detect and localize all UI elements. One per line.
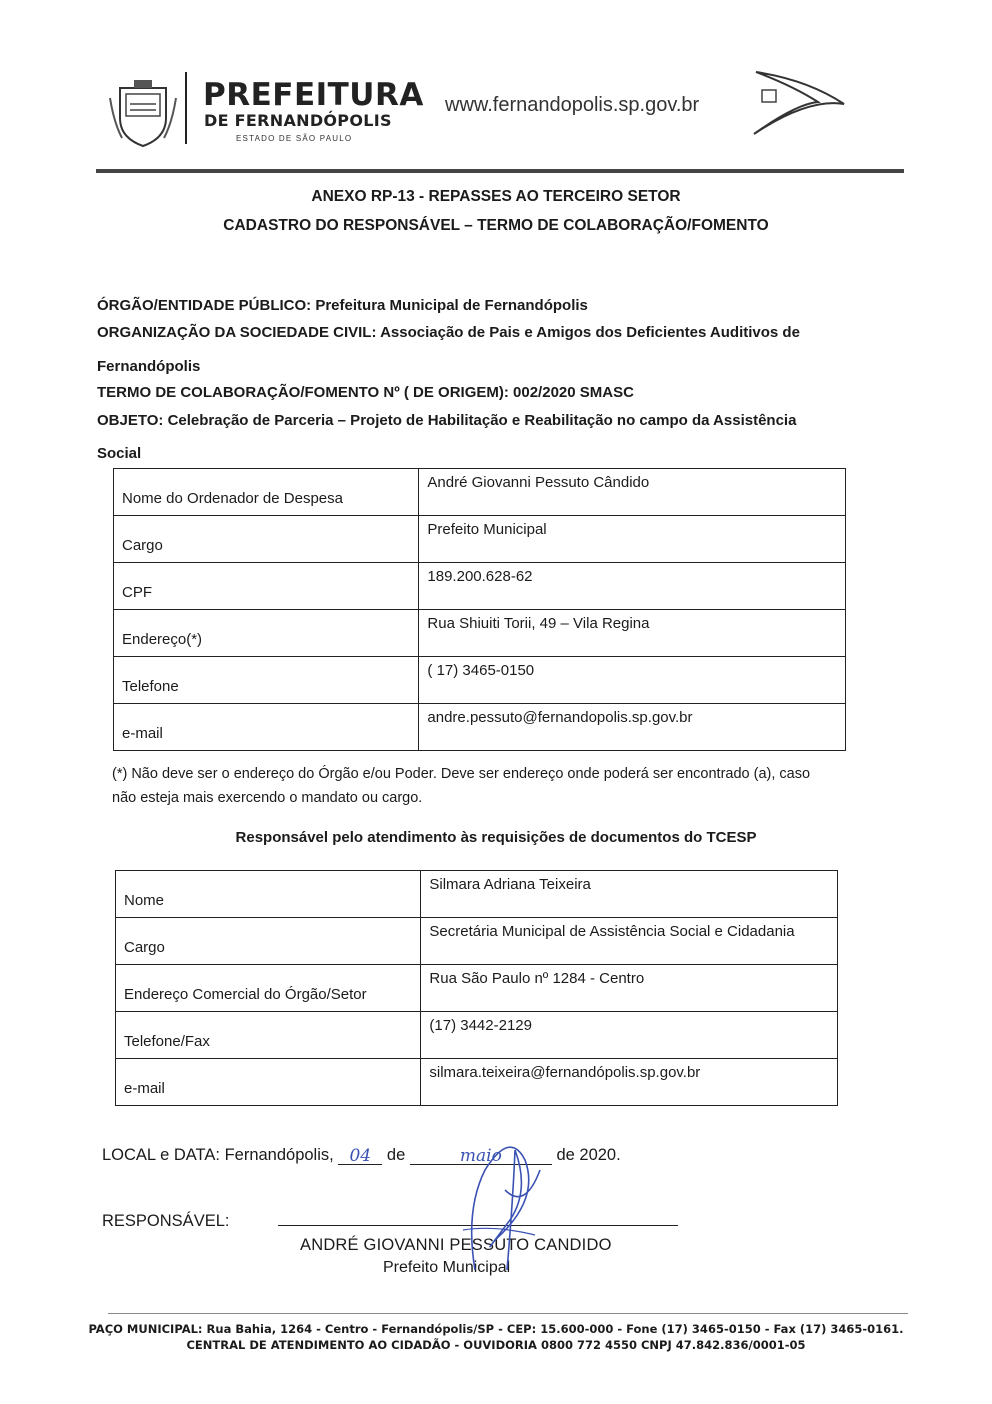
row-label: Telefone	[114, 657, 419, 704]
local-label: LOCAL e DATA: Fernandópolis,	[102, 1146, 334, 1164]
signer-name: ANDRÉ GIOVANNI PESSUTO CANDIDO	[300, 1236, 612, 1254]
logo-subtitle: DE FERNANDÓPOLIS	[204, 111, 392, 130]
header-rule	[96, 169, 904, 173]
address-note	[112, 762, 932, 810]
handwritten-signature	[455, 1130, 555, 1280]
objeto-value-cont: Social	[97, 445, 142, 462]
logo-state: ESTADO DE SÃO PAULO	[236, 134, 353, 143]
osc-value-cont: Fernandópolis	[97, 358, 201, 375]
row-label: CPF	[114, 563, 419, 610]
row-value: Rua São Paulo nº 1284 - Centro	[421, 965, 838, 1012]
table-row	[114, 610, 846, 657]
termo-value: 002/2020 SMASC	[513, 384, 634, 401]
header-divider	[185, 72, 187, 144]
objeto-label: OBJETO:	[97, 412, 164, 429]
table-row	[114, 704, 846, 751]
swoosh-arrow-logo	[748, 68, 848, 138]
row-label: Nome	[116, 871, 421, 918]
responsavel-label: RESPONSÁVEL:	[102, 1212, 230, 1230]
row-label: Nome do Ordenador de Despesa	[114, 469, 419, 516]
orgao-value: Prefeitura Municipal de Fernandópolis	[315, 297, 588, 314]
signer-title: Prefeito Municipal	[383, 1259, 511, 1276]
table-row	[116, 965, 838, 1012]
row-label: Cargo	[114, 516, 419, 563]
month-field: maio	[410, 1146, 552, 1165]
row-value: Prefeito Municipal	[419, 516, 846, 563]
day-field: 04	[338, 1146, 382, 1165]
table-row	[114, 516, 846, 563]
row-value: André Giovanni Pessuto Cândido	[419, 469, 846, 516]
de-text: de	[386, 1146, 406, 1164]
objeto-value: Celebração de Parceria – Projeto de Habilitação e Reabilitação no campo da Assistência	[167, 412, 797, 429]
row-label: Endereço Comercial do Órgão/Setor	[116, 965, 421, 1012]
row-value: Rua Shiuiti Torii, 49 – Vila Regina	[419, 610, 846, 657]
document-title: ANEXO RP-13 - REPASSES AO TERCEIRO SETOR	[311, 188, 681, 205]
tcesp-table	[115, 870, 838, 1106]
table-row	[114, 563, 846, 610]
row-value: Secretária Municipal de Assistência Social e Cidadania	[421, 918, 838, 965]
table-row	[114, 657, 846, 704]
row-label: Cargo	[116, 918, 421, 965]
table-row	[116, 871, 838, 918]
table-row	[116, 1059, 838, 1106]
osc-value: Associação de Pais e Amigos dos Deficientes Auditivos de	[380, 324, 800, 341]
row-label: e-mail	[114, 704, 419, 751]
note-line: não esteja mais exercendo o mandato ou cargo.	[112, 790, 423, 806]
footer-address: PAÇO MUNICIPAL: Rua Bahia, 1264 - Centro - Fernandópolis/SP - CEP: 15.600-000 - Fone (17) 3465-0150 - Fax (17) 3465-0161.	[88, 1322, 904, 1336]
note-line: (*) Não deve ser o endereço do Órgão e/ou Poder. Deve ser endereço onde poderá ser encontrado (a), caso	[112, 766, 811, 782]
row-value: 189.200.628-62	[419, 563, 846, 610]
objeto-line	[97, 412, 897, 429]
ordenador-table	[113, 468, 846, 751]
document-subtitle: CADASTRO DO RESPONSÁVEL – TERMO DE COLABORAÇÃO/FOMENTO	[223, 217, 769, 234]
termo-line	[97, 384, 897, 401]
orgao-label: ÓRGÃO/ENTIDADE PÚBLICO:	[97, 297, 312, 314]
row-value: andre.pessuto@fernandopolis.sp.gov.br	[419, 704, 846, 751]
osc-label: ORGANIZAÇÃO DA SOCIEDADE CIVIL:	[97, 324, 377, 341]
row-value: (17) 3442-2129	[421, 1012, 838, 1059]
orgao-line	[97, 297, 897, 314]
osc-line	[97, 324, 897, 341]
table-row	[116, 918, 838, 965]
termo-label: TERMO DE COLABORAÇÃO/FOMENTO Nº ( DE ORIGEM):	[97, 384, 509, 401]
footer-rule	[108, 1313, 908, 1314]
row-label: e-mail	[116, 1059, 421, 1106]
table-row	[114, 469, 846, 516]
table-row	[116, 1012, 838, 1059]
row-value: silmara.teixeira@fernandópolis.sp.gov.br	[421, 1059, 838, 1106]
row-value: Silmara Adriana Teixeira	[421, 871, 838, 918]
logo-title: PREFEITURA	[203, 77, 424, 113]
row-label: Telefone/Fax	[116, 1012, 421, 1059]
footer-contact: CENTRAL DE ATENDIMENTO AO CIDADÃO - OUVIDORIA 0800 772 4550 CNPJ 47.842.836/0001-05	[186, 1338, 806, 1352]
section-title: Responsável pelo atendimento às requisições de documentos do TCESP	[235, 829, 757, 846]
year-text: de 2020.	[556, 1146, 621, 1164]
row-label: Endereço(*)	[114, 610, 419, 657]
municipal-crest-icon	[108, 78, 178, 148]
row-value: ( 17) 3465-0150	[419, 657, 846, 704]
website-link[interactable]: www.fernandopolis.sp.gov.br	[445, 94, 700, 116]
